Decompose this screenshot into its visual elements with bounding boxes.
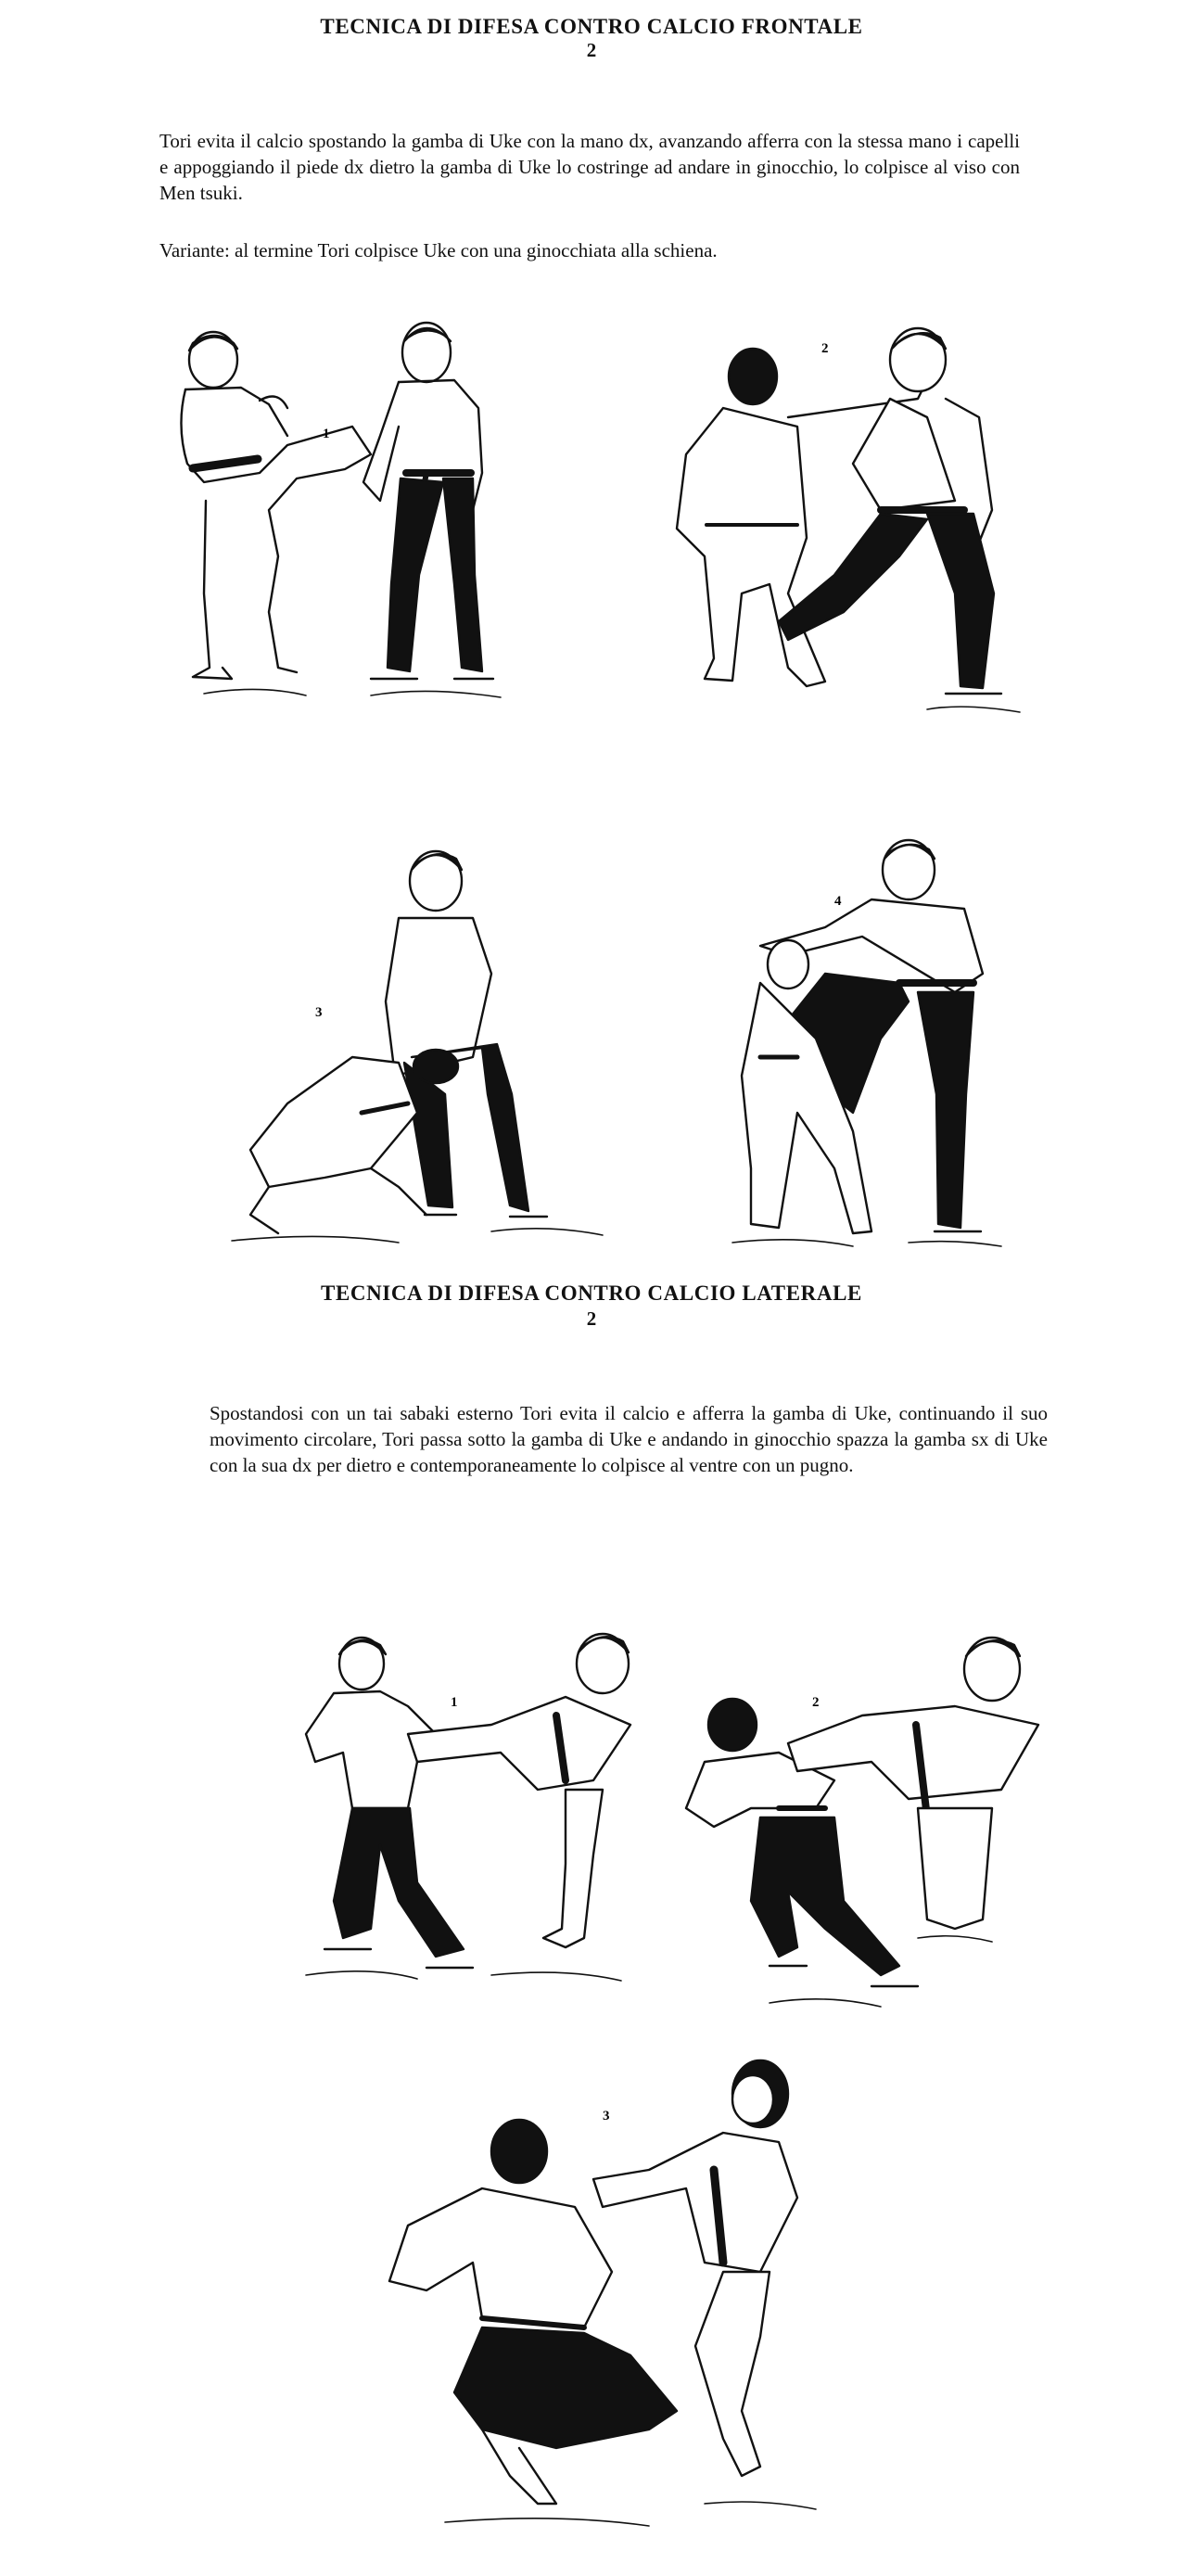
section2-number: 2 [586, 1307, 597, 1330]
section1-variant: Variante: al termine Tori colpisce Uke con una ginocchiata alla schiena. [159, 239, 718, 261]
figure-3-label: 3 [315, 1005, 323, 1020]
section1-title: TECNICA DI DIFESA CONTRO CALCIO FRONTALE [320, 15, 863, 38]
figure-1-label-s2: 1 [451, 1695, 458, 1710]
section2-title: TECNICA DI DIFESA CONTRO CALCIO LATERALE [321, 1282, 862, 1305]
section1-paragraph: Tori evita il calcio spostando la gamba di Uke con la mano dx, avanzando afferra con la stessa mano i capelli e appoggiando il piede dx dietro la gamba di Uke lo costringe ad andare in ginocchio, lo colpisce al viso con Men tsuki. [159, 130, 1020, 204]
figure-3-knee-down [213, 835, 621, 1280]
figure-4-label: 4 [834, 894, 842, 909]
figure-2-circular-move [677, 1623, 1066, 2031]
figure-2-leg-block [649, 315, 1038, 723]
figure-3-label-s2: 3 [603, 2109, 610, 2123]
section2-paragraph: Spostandosi con un tai sabaki esterno Tori evita il calcio e afferra la gamba di Uke, continuando il suo movimento circolare, Tori passa sotto la gamba di Uke e andando in ginocchio spazza la gamba sx di Uke con la sua dx per dietro e contemporaneamente lo colpisce al ventre con un pugno. [210, 1402, 1048, 1476]
figure-2-label-s2: 2 [812, 1695, 820, 1710]
figure-2-label: 2 [821, 341, 829, 356]
figure-1-frontal-kick [148, 315, 649, 705]
figure-3-sweep-punch [371, 2040, 853, 2559]
figure-4-knee-strike [723, 835, 1020, 1280]
figure-1-side-kick [287, 1623, 677, 2012]
figure-1-label: 1 [323, 427, 330, 441]
section1-number: 2 [586, 39, 597, 61]
